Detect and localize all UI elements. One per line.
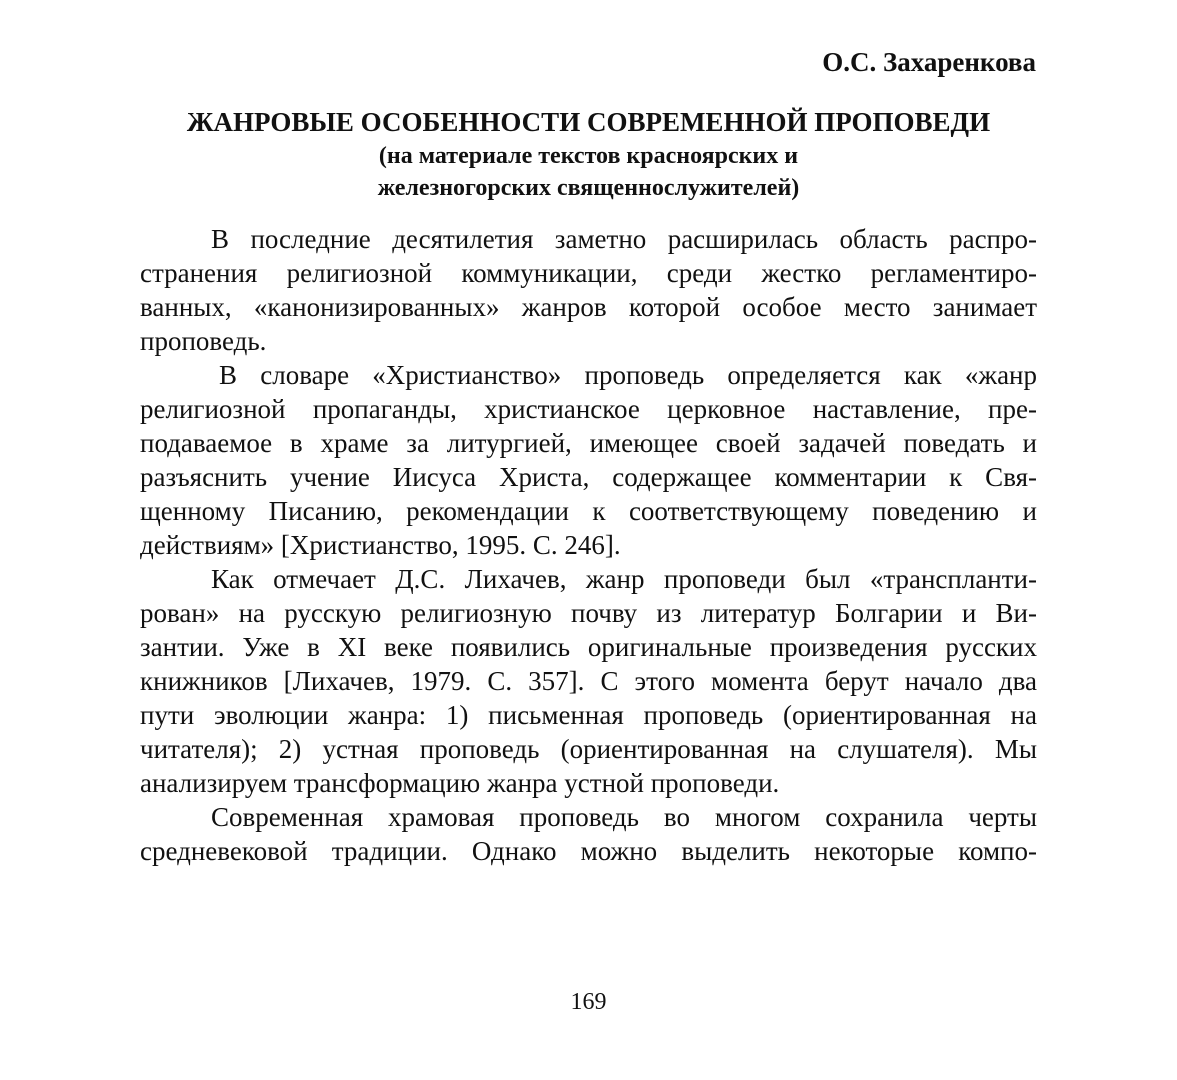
text-line: В словаре «Христианство» проповедь определяется как «жанр: [219, 360, 1037, 390]
title-subtitle-line: железногорских священнослужителей): [377, 175, 800, 201]
text-line: книжников [Лихачев, 1979. С. 357]. С этого момента берут начало два: [140, 666, 1037, 696]
text-line: щенному Писанию, рекомендации к соответствующему поведению и: [140, 496, 1037, 526]
text-line: проповедь.: [140, 326, 267, 356]
text-line: анализируем трансформацию жанра устной проповеди.: [140, 768, 780, 798]
text-line: зантии. Уже в XI веке появились оригинальные произведения русских: [140, 632, 1037, 662]
text-line: странения религиозной коммуникации, среди жестко регламентиро-: [140, 258, 1037, 288]
text-line: действиям» [Христианство, 1995. С. 246].: [140, 530, 621, 560]
text-line: читателя); 2) устная проповедь (ориентированная на слушателя). Мы: [140, 734, 1037, 764]
text-line: рован» на русскую религиозную почву из литератур Болгарии и Ви-: [140, 598, 1037, 628]
paragraph: [140, 562, 1037, 800]
article-body: [140, 222, 1037, 868]
author-name: О.С. Захаренкова: [822, 47, 1036, 77]
paragraph: [140, 358, 1037, 562]
text-line: средневековой традиции. Однако можно выделить некоторые компо-: [140, 836, 1037, 866]
text-line: Современная храмовая проповедь во многом сохранила черты: [211, 802, 1037, 832]
paragraph: [140, 800, 1037, 868]
text-line: Как отмечает Д.С. Лихачев, жанр проповеди был «транспланти-: [211, 564, 1037, 594]
text-line: В последние десятилетия заметно расширилась область распро-: [211, 224, 1037, 254]
text-line: ванных, «канонизированных» жанров которой особое место занимает: [140, 292, 1037, 322]
page-number: 169: [570, 989, 607, 1015]
text-line: пути эволюции жанра: 1) письменная проповедь (ориентированная на: [140, 700, 1037, 730]
text-line: разъяснить учение Иисуса Христа, содержащее комментарии к Свя-: [140, 462, 1037, 492]
title-subtitle-line: (на материале текстов красноярских и: [378, 143, 799, 169]
title-main: ЖАНРОВЫЕ ОСОБЕННОСТИ СОВРЕМЕННОЙ ПРОПОВЕДИ: [186, 107, 991, 137]
article-title: [140, 104, 1037, 204]
paragraph: [140, 222, 1037, 358]
text-line: подаваемое в храме за литургией, имеющее своей задачей поведать и: [140, 428, 1037, 458]
text-line: религиозной пропаганды, христианское церковное наставление, пре-: [140, 394, 1037, 424]
